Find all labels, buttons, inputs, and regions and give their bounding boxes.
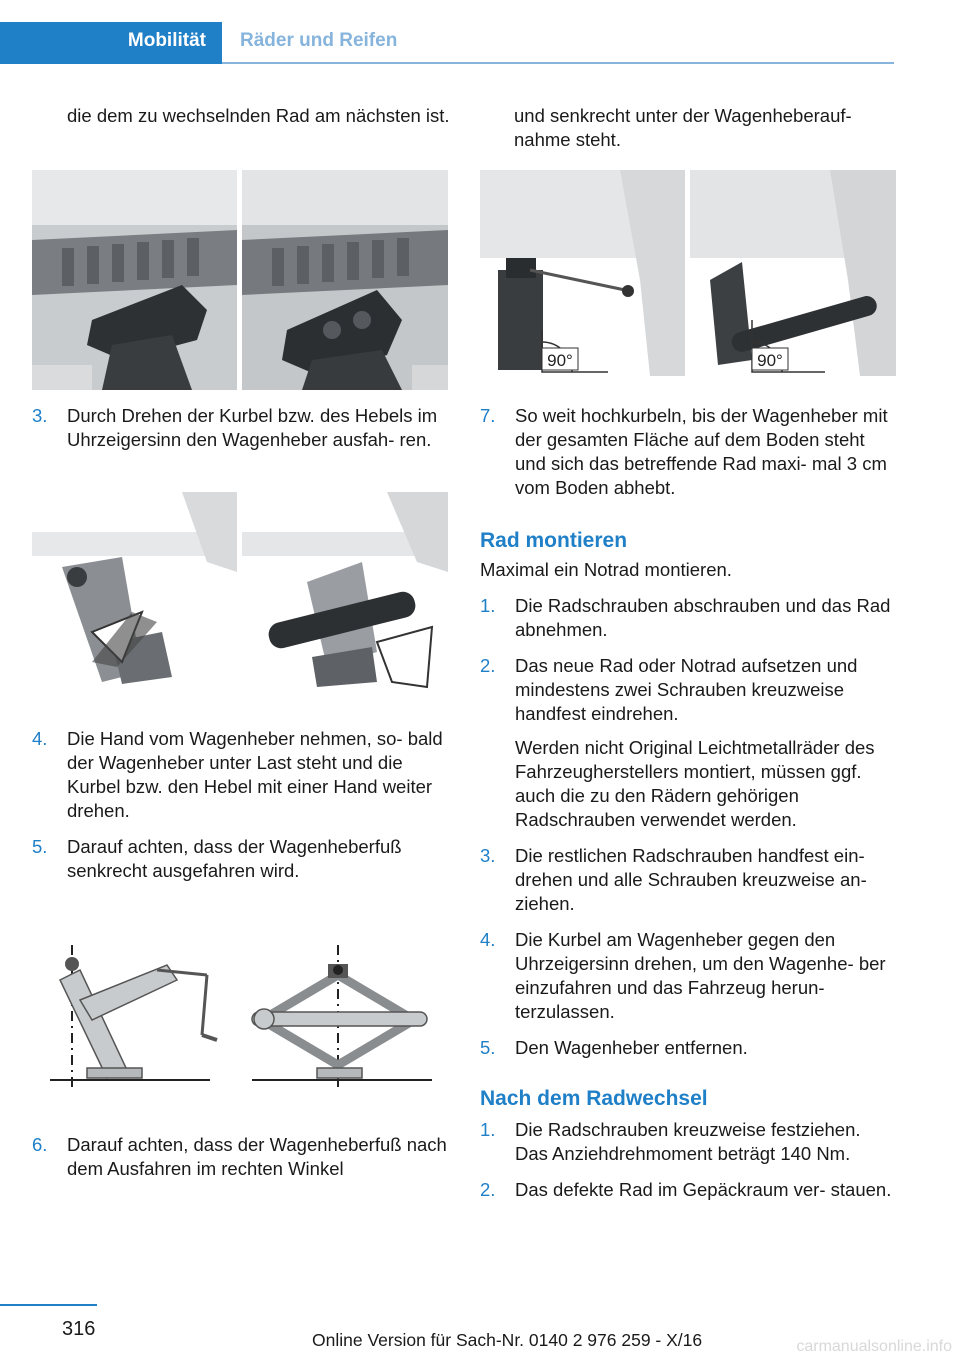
section-rad-montieren [480, 528, 894, 1072]
step-text: Die restlichen Radschrauben handfest ein- drehen und alle Schrauben kreuzweise an- ziehen. [515, 845, 867, 914]
jack-vertical-illustration [32, 940, 448, 1090]
left-step-3 [32, 404, 452, 464]
header-subsection-label: Räder und Reifen [240, 30, 398, 51]
figure-jack-cranking [32, 492, 448, 692]
left-intro-text: die dem zu wechselnden Rad am nächsten ist. [67, 105, 450, 126]
step-number: 1. [480, 595, 496, 616]
left-step-6 [32, 1133, 452, 1193]
step-number: 2. [480, 1179, 496, 1200]
list-item [480, 1036, 894, 1060]
step-number: 4. [480, 929, 496, 950]
figure-jack-positioning [32, 170, 448, 390]
watermark: carmanualsonline.info [796, 1338, 952, 1355]
footer-rule [0, 1304, 97, 1306]
step-text: Die Radschrauben abschrauben und das Rad abnehmen. [515, 595, 891, 640]
section-intro: Maximal ein Notrad montieren. [480, 559, 732, 580]
list-item [32, 404, 452, 452]
step-text: Den Wagenheber entfernen. [515, 1037, 748, 1058]
header-rule [222, 62, 894, 64]
step-number: 5. [480, 1037, 496, 1058]
left-intro [67, 104, 452, 128]
figure-jack-right-angle [480, 170, 896, 376]
step-text: Die Hand vom Wagenheber nehmen, so- bald der Wagenheber unter Last steht und die Kurbel bzw. den Hebel mit einer Hand weiter drehen. [67, 728, 443, 821]
footer-version: Online Version für Sach-Nr. 0140 2 976 259 - X/16 [312, 1330, 703, 1350]
step-text: Das defekte Rad im Gepäckraum ver- stauen. [515, 1179, 892, 1200]
page-number: 316 [62, 1318, 96, 1340]
step-text: Darauf achten, dass der Wagenheberfuß nach dem Ausfahren im rechten Winkel [67, 1134, 447, 1179]
jack-positioning-photo [32, 170, 448, 390]
list-item [480, 404, 894, 500]
header-section-label: Mobilität [127, 30, 206, 51]
step-number: 7. [480, 405, 496, 426]
section-title: Nach dem Radwechsel [480, 1087, 708, 1110]
list-item [480, 1178, 894, 1202]
list-item [32, 727, 452, 823]
right-step-7 [480, 404, 894, 512]
step-number: 2. [480, 655, 496, 676]
list-item [480, 654, 894, 832]
step-note: Werden nicht Original Leichtmetallräder des Fahrzeugherstellers montiert, müssen ggf. auch die zu den Rädern gehörigen Radschrauben verwendet werden. [515, 737, 875, 830]
step-number: 3. [32, 405, 48, 426]
section-nach-dem-radwechsel [480, 1086, 894, 1214]
header-section-tab [0, 22, 222, 64]
list-item [480, 1118, 894, 1166]
list-item [480, 844, 894, 916]
list-item [480, 594, 894, 642]
list-item [480, 928, 894, 1024]
right-intro-text: und senkrecht unter der Wagenheberauf- nahme steht. [514, 105, 852, 150]
angle-label-right: 90° [757, 351, 783, 370]
left-steps-4-5 [32, 727, 452, 895]
step-text: Die Radschrauben kreuzweise festziehen. Das Anziehdrehmoment beträgt 140 Nm. [515, 1119, 861, 1164]
step-text: Darauf achten, dass der Wagenheberfuß senkrecht ausgefahren wird. [67, 836, 402, 881]
step-number: 1. [480, 1119, 496, 1140]
jack-cranking-photo [32, 492, 448, 692]
jack-right-angle-photo [480, 170, 896, 376]
list-item [32, 835, 452, 883]
step-number: 5. [32, 836, 48, 857]
step-number: 4. [32, 728, 48, 749]
step-text: Durch Drehen der Kurbel bzw. des Hebels im Uhrzeigersinn den Wagenheber ausfah- ren. [67, 405, 438, 450]
step-text: Die Kurbel am Wagenheber gegen den Uhrzeigersinn drehen, um den Wagenhe- ber einzufahren und das Fahrzeug herun- terzulassen. [515, 929, 886, 1022]
step-text: So weit hochkurbeln, bis der Wagenheber mit der gesamten Fläche auf dem Boden steht und sich das betreffende Rad maxi- mal 3 cm vom Boden abhebt. [515, 405, 888, 498]
step-number: 6. [32, 1134, 48, 1155]
right-intro [514, 104, 894, 152]
step-text: Das neue Rad oder Notrad aufsetzen und mindestens zwei Schrauben kreuzweise handfest eindrehen. [515, 655, 858, 724]
section-title: Rad montieren [480, 529, 628, 552]
figure-jack-vertical [32, 940, 448, 1090]
angle-label-left: 90° [547, 351, 573, 370]
step-number: 3. [480, 845, 496, 866]
list-item [32, 1133, 452, 1181]
